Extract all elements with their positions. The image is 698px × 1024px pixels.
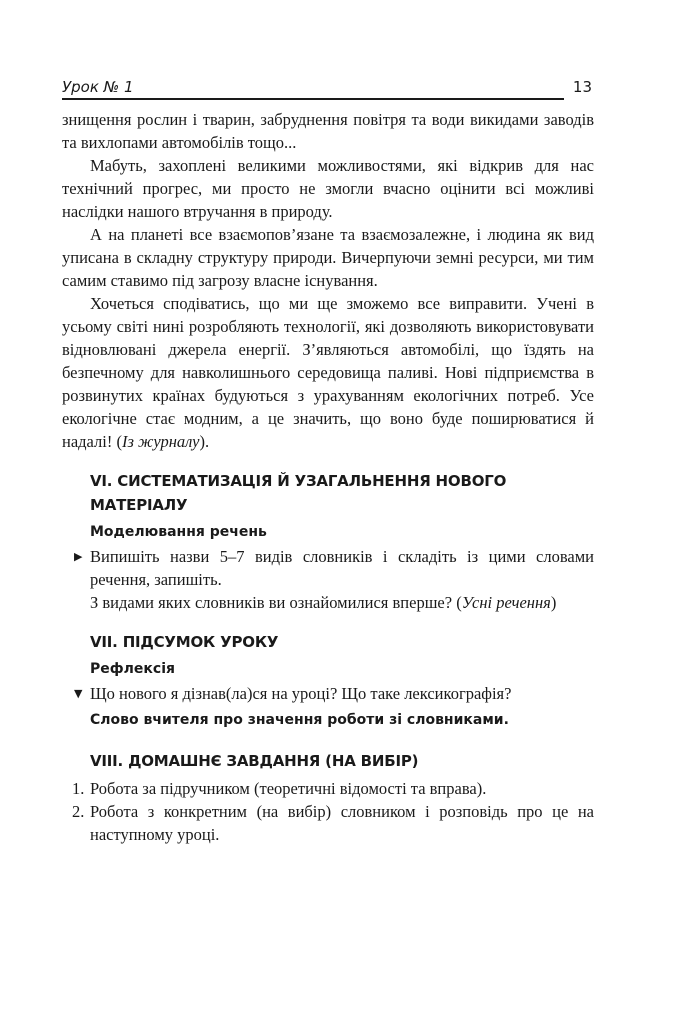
task-text: Випишіть назви 5–7 видів словників і складіть із цими словами речення, запишіть. [90,547,594,589]
section-7-heading: VII. ПІДСУМОК УРОКУ [90,633,279,651]
paragraph-hope-text: Хочеться сподіватись, що ми ще зможемо все виправити. Учені в усьому світі нині розробляють технології, які дозволяють використовувати відновлювані джерела енергії. З’являються автомобілі, що їздять на безпечному для навколишнього середовища паливі. Нові підприємства в розвинутих країнах будуються з урахуванням екологічних потреб. Усе екологічне стає модним, а це значить, що воно буде поширюватися й надалі! ( [62,294,594,451]
question-note: Усні речення [461,593,551,612]
page-content [62,108,594,846]
reflection-item [62,682,594,705]
paragraph-hope-end: ). [199,432,210,451]
question-text: З видами яких словників ви ознайомилися вперше? ( [90,593,462,612]
homework-number: 2. [72,802,85,821]
homework-item [62,777,594,800]
triangle-right-icon: ▶ [74,550,83,563]
homework-text: Робота з конкретним (на вибір) словником і розповідь про це на наступному уроці. [90,802,594,844]
page-header [62,76,592,98]
teacher-word-heading: Слово вчителя про значення роботи зі словниками. [90,712,509,728]
homework-text: Робота за підручником (теоретичні відомості та вправа). [90,779,487,798]
paragraph-hope [62,292,594,453]
section-6-heading: VI. СИСТЕМАТИЗАЦІЯ Й УЗАГАЛЬНЕННЯ НОВОГО МАТЕРІАЛУ [90,472,507,514]
question-paragraph [62,591,594,614]
paragraph-progress: Мабуть, захоплені великими можливостями, які відкрив для нас технічний прогрес, ми просто не змогли вчасно оцінити всі можливі наслідки нашого втручання в природу. [62,156,594,221]
source-citation: Із журналу [121,432,200,451]
section-7-subheading: Рефлексія [90,661,175,677]
header-rule [62,98,564,100]
question-end: ) [550,593,557,612]
reflection-text: Що нового я дізнав(ла)ся на уроці? Що таке лексикографія? [90,684,512,703]
section-8-heading: VIII. ДОМАШНЄ ЗАВДАННЯ (НА ВИБІР) [90,752,419,770]
lesson-title: Урок № 1 [62,78,134,96]
homework-item [62,800,594,846]
homework-number: 1. [72,779,85,798]
paragraph-continuation: знищення рослин і тварин, забруднення повітря та води викидами заводів та вихлопами автомобілів тощо... [62,110,594,152]
page-number: 13 [572,78,592,96]
task-item [62,545,594,591]
triangle-down-icon: ▼ [74,687,83,700]
paragraph-planet: А на планеті все взаємопов’язане та взаємозалежне, і людина як вид уписана в складну структуру природи. Вичерпуючи земні ресурси, ми тим самим ставимо під загрозу власне існування. [62,225,594,290]
section-6-subheading: Моделювання речень [90,524,267,540]
